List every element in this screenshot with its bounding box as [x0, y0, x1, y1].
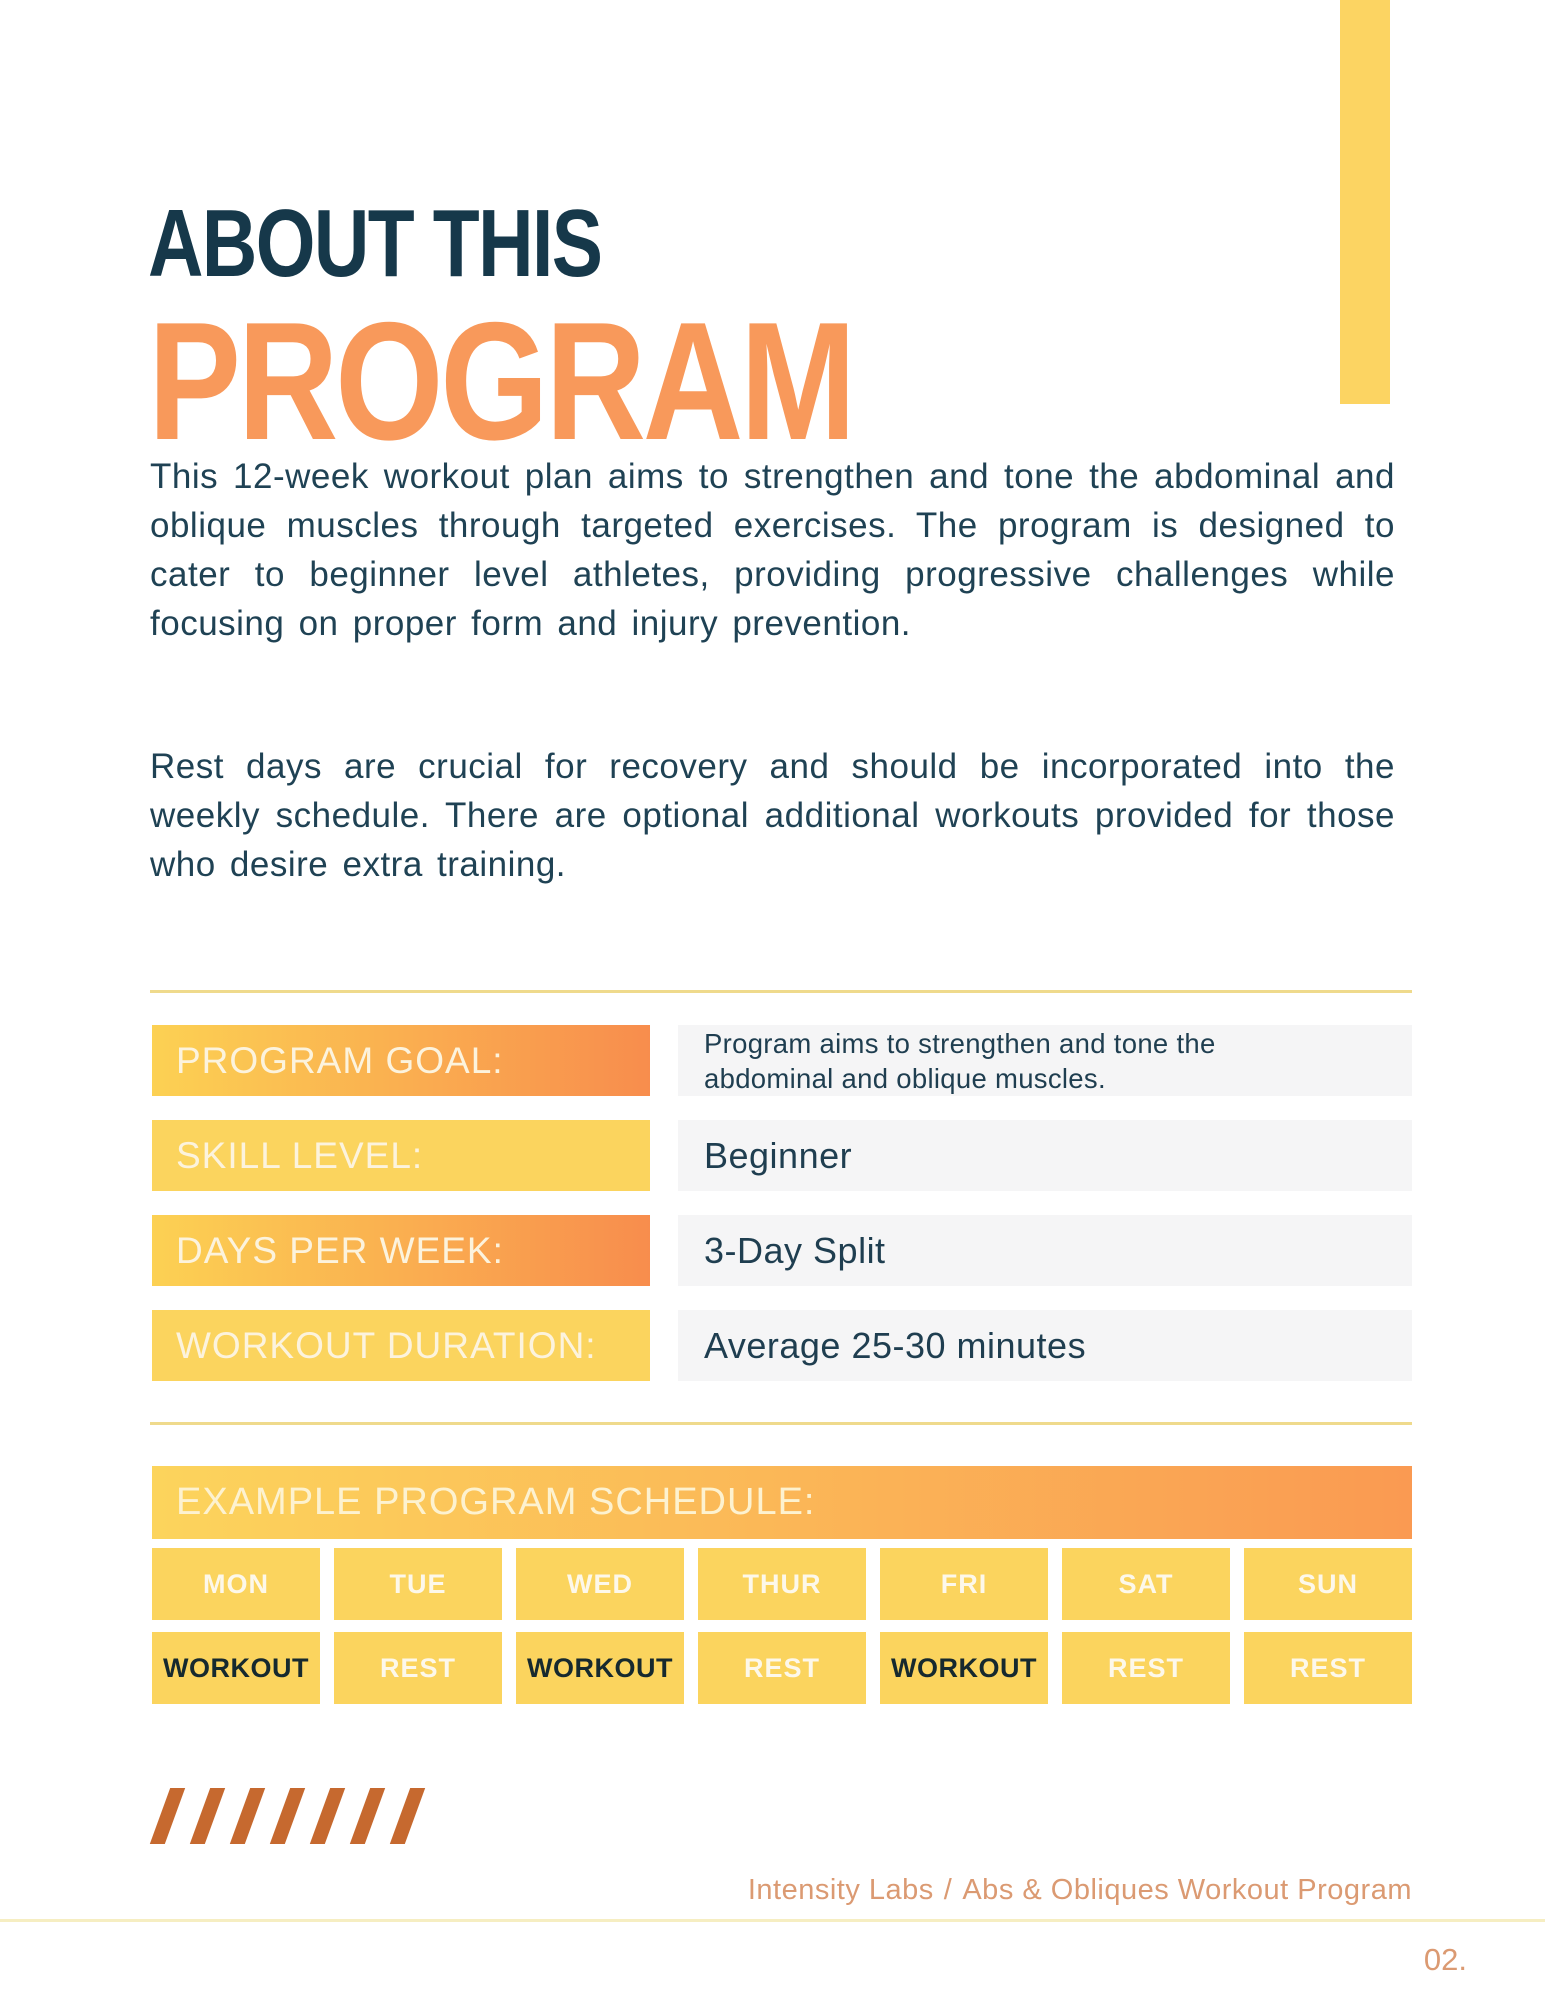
workout-duration-value-text: Average 25-30 minutes: [704, 1324, 1087, 1366]
activity-cell-sun: REST: [1244, 1632, 1412, 1704]
page-title-line2: PROGRAM: [148, 287, 853, 475]
days-per-week-label: DAYS PER WEEK:: [152, 1215, 650, 1286]
schedule-days-row: [152, 1548, 1412, 1620]
day-cell-fri: FRI: [880, 1548, 1048, 1620]
workout-duration-label: WORKOUT DURATION:: [152, 1310, 650, 1381]
day-cell-sun: SUN: [1244, 1548, 1412, 1620]
slash-icon: [350, 1788, 385, 1844]
workout-duration-value: [678, 1310, 1412, 1381]
footer-breadcrumb: [748, 1874, 1412, 1907]
slash-icon: [150, 1788, 185, 1844]
activity-cell-wed: WORKOUT: [516, 1632, 684, 1704]
days-per-week-value-text: 3-Day Split: [704, 1229, 886, 1271]
page-number: 02.: [1423, 1942, 1467, 1977]
day-cell-tue: TUE: [334, 1548, 502, 1620]
day-cell-mon: MON: [152, 1548, 320, 1620]
skill-level-value: [678, 1120, 1412, 1191]
footer-rule: [0, 1919, 1545, 1922]
day-cell-thur: THUR: [698, 1548, 866, 1620]
footer-program-name: Abs & Obliques Workout Program: [962, 1874, 1412, 1906]
program-goal-label: PROGRAM GOAL:: [152, 1025, 650, 1096]
slash-icon: [190, 1788, 225, 1844]
program-goal-value-text: Program aims to strengthen and tone the abdominal and oblique muscles.: [704, 1027, 1216, 1094]
slash-icon: [230, 1788, 265, 1844]
days-per-week-value: [678, 1215, 1412, 1286]
slash-icon: [390, 1788, 425, 1844]
slash-icon: [310, 1788, 345, 1844]
footer-separator: /: [943, 1874, 953, 1906]
skill-level-value-text: Beginner: [704, 1134, 853, 1176]
activity-cell-sat: REST: [1062, 1632, 1230, 1704]
page-title-line1: ABOUT THIS: [148, 190, 602, 297]
footer-brand: Intensity Labs: [747, 1874, 934, 1906]
activity-cell-thur: REST: [698, 1632, 866, 1704]
program-goal-value: [678, 1025, 1412, 1096]
day-cell-wed: WED: [516, 1548, 684, 1620]
page-title: [148, 190, 997, 475]
schedule-header: EXAMPLE PROGRAM SCHEDULE:: [152, 1466, 1412, 1539]
rest-days-paragraph: Rest days are crucial for recovery and should be incorporated into the weekly schedule. There are optional additional workouts provided for those who desire extra training.: [150, 747, 1395, 884]
activity-cell-tue: REST: [334, 1632, 502, 1704]
skill-level-label: SKILL LEVEL:: [152, 1120, 650, 1191]
accent-bar: [1340, 0, 1390, 404]
activity-cell-mon: WORKOUT: [152, 1632, 320, 1704]
intro-paragraph: This 12-week workout plan aims to strengthen and tone the abdominal and oblique muscles through targeted exercises. The program is designed to cater to beginner level athletes, providing progressive challenges while focusing on proper form and injury prevention.: [150, 457, 1395, 643]
divider-top: [150, 990, 1412, 993]
slash-icon: [270, 1788, 305, 1844]
diagonal-slashes-decoration: [160, 1788, 440, 1844]
schedule-activities-row: [152, 1632, 1412, 1704]
activity-cell-fri: WORKOUT: [880, 1632, 1048, 1704]
divider-bottom: [150, 1422, 1412, 1425]
day-cell-sat: SAT: [1062, 1548, 1230, 1620]
